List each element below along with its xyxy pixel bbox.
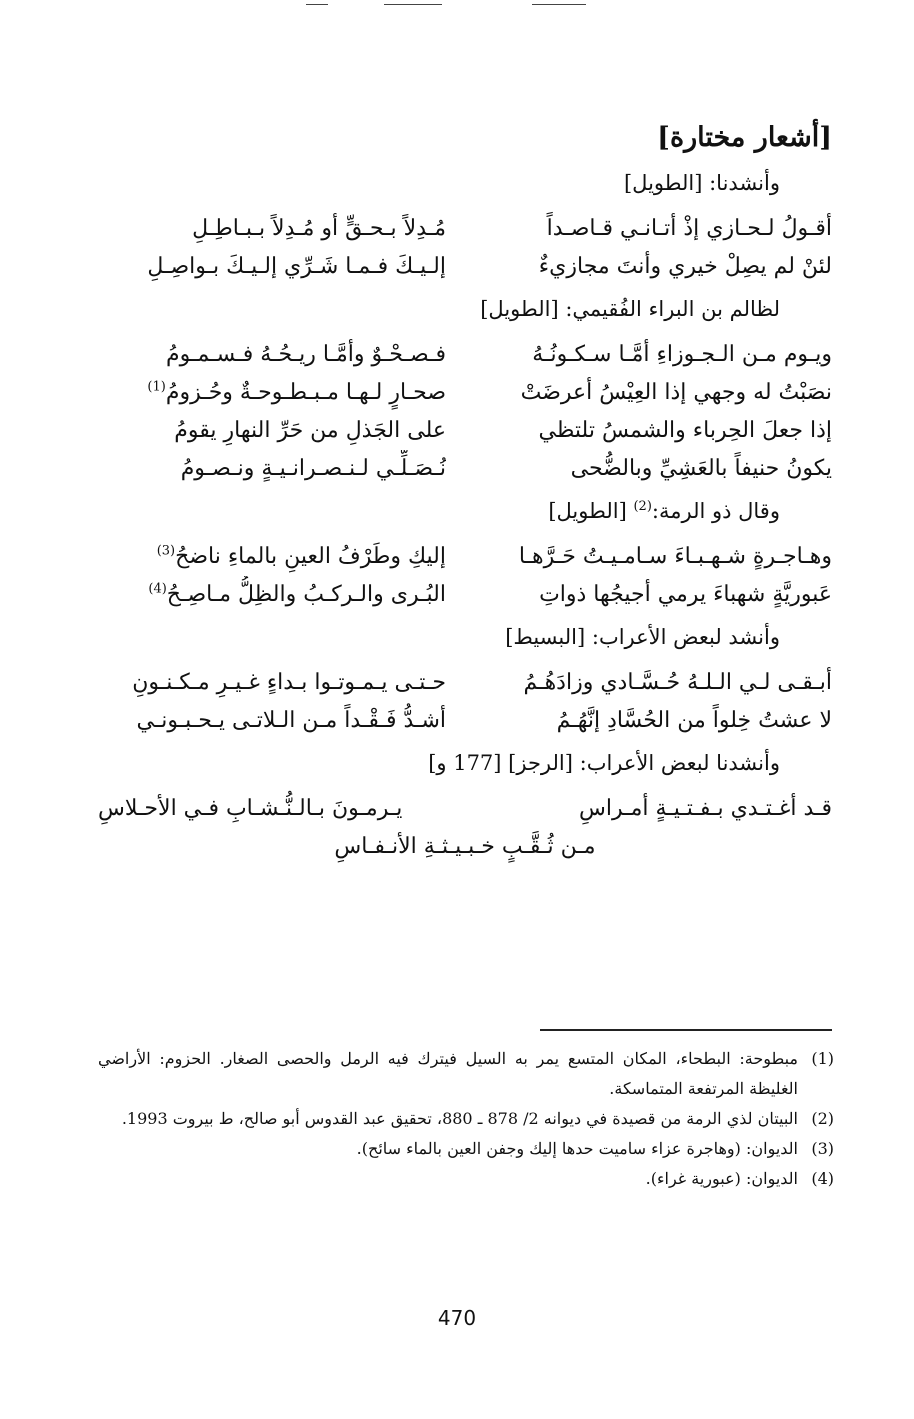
footnote-text: مبطوحة: البطحاء، المكان المتسع يمر به السيل فيترك فيه الرمل والحصى الصغار. الحزوم: الأراضي الغليظة المرتفعة المتماسكة.	[98, 1049, 799, 1098]
verse-first-hemistich: أقـولُ لـحـازي إذْ أتـانـي قـاصـداً	[546, 216, 832, 241]
footnote-text: الديوان: (عبورية غراء).	[645, 1169, 798, 1188]
verse-first-hemistich: لا عشتُ خِلواً من الحُسَّادِ إنَّهُـمُ	[556, 708, 832, 733]
poem-4	[98, 622, 832, 740]
verse-second-hemistich	[98, 538, 446, 576]
footnote-number: (1)	[811, 1049, 834, 1068]
footnote-text: الديوان: (وهاجرة عزاء ساميت حدها إليك وجفن العين بالماء سائح).	[356, 1139, 798, 1158]
top-rules	[0, 4, 914, 8]
verse-first-hemistich: ويـوم مـن الـجـوزاءِ أمَّـا سـكـونُـهُ	[532, 342, 832, 367]
verse	[98, 210, 832, 248]
footnote	[98, 1164, 834, 1194]
footnote	[98, 1044, 834, 1104]
footnote-marker[interactable]: (4)	[148, 581, 167, 597]
verse	[98, 664, 832, 702]
intro-text: وقال ذو الرمة:	[651, 499, 780, 523]
verse-second-hemistich	[98, 374, 446, 412]
verse	[98, 248, 832, 286]
footnote	[98, 1134, 834, 1164]
verse-second-hemistich: أشـدُّ فَـقْـداً مـن الـلاتـى يـحـبـونـي	[136, 708, 446, 733]
verse	[98, 412, 832, 450]
meter-label: [الطويل]	[548, 499, 627, 523]
verse-second-hemistich: إلـيـكَ فـمـا شَـرِّي إلـيـكَ بـواصِـلِ	[147, 254, 446, 279]
verse-first-hemistich: أبـقـى لـي الـلـهُ حُـسَّـادي وزادَهُـمُ	[523, 670, 832, 695]
verse-second-hemistich: فـصـحْـوٌ وأمَّـا ريـحُـهُ فـسـمـومُ	[166, 342, 446, 367]
poem-intro: وأنشد لبعض الأعراب: [البسيط]	[505, 625, 780, 649]
footnotes	[98, 1044, 834, 1194]
verse	[98, 336, 832, 374]
rajaz-second-part: يـرمـونَ بـالـنُّـشـابِ فـي الأحـلاسِ	[98, 796, 403, 821]
footnote-separator	[540, 1029, 832, 1031]
hemistich-text: صحـارٍ لـهـا مـبـطـوحـةٌ وحُـزومُ	[165, 380, 446, 405]
verse-first-hemistich: وهـاجـرةٍ شـهـبـاءَ سـامـيـتُ حَـرَّهـا	[518, 544, 832, 569]
verse	[98, 576, 832, 614]
page-body	[98, 118, 832, 874]
poem-intro: وأنشدنا: [الطويل]	[623, 171, 780, 195]
poem-3	[98, 496, 832, 614]
hemistich-text: البُـرى والـركـبُ والظِلُّ مـاصِـحُ	[166, 582, 446, 607]
footnote-number: (2)	[811, 1109, 834, 1128]
poem-1	[98, 168, 832, 286]
verse	[98, 538, 832, 576]
footnote	[98, 1104, 834, 1134]
verse-first-hemistich: نصَبْتُ له وجهي إذا العِيْسُ أعرضَتْ	[520, 380, 832, 405]
verse-first-hemistich: عَبوريَّةٍ شهباءَ يرمي أجيجُها ذواتِ	[539, 582, 832, 607]
verse-second-hemistich: مُـدِلاً بـحـقٍّ أو مُـدِلاً بـبـاطِـلِ	[192, 216, 446, 241]
verse	[98, 702, 832, 740]
footnote-number: (4)	[811, 1169, 834, 1188]
poem-intro	[98, 496, 832, 526]
hemistich-text: إليكِ وطَرْفُ العينِ بالماءِ ناضحُ	[175, 544, 446, 569]
footnote-marker[interactable]: (3)	[156, 543, 176, 559]
verse-first-hemistich: لئنْ لم يصِلْ خيري وأنتَ مجازيءٌ	[538, 254, 832, 279]
rajaz-line-centered: مـن ثُـقَّـبٍ خـبـيـثـةِ الأنـفـاسِ	[334, 834, 596, 859]
footnote-marker[interactable]: (1)	[147, 379, 166, 395]
verse-second-hemistich: حـتـى يـمـوتـوا بـداءٍ غـيـرِ مـكـنـونِ	[132, 670, 446, 695]
poem-intro: وأنشدنا لبعض الأعراب: [الرجز] [177 و]	[428, 751, 780, 775]
verse-first-hemistich: إذا جعلَ الحِرباء والشمسُ تلتظي	[538, 418, 832, 443]
page-heading: [أشعار مختارة]	[657, 122, 832, 153]
poem-intro: لظالم بن البراء الفُقيمي: [الطويل]	[480, 297, 780, 321]
verse	[98, 450, 832, 488]
poem-rajaz	[98, 748, 832, 866]
verse	[98, 374, 832, 412]
page-number: 470	[437, 1306, 477, 1330]
verse-second-hemistich	[98, 576, 446, 614]
rajaz-first-part: قـد أغـتـدي بـفـتـيـةٍ أمـراسِ	[579, 796, 832, 821]
verse-second-hemistich: على الجَذلِ من حَرِّ النهارِ يقومُ	[174, 418, 446, 443]
footnote-number: (3)	[811, 1139, 834, 1158]
verse-second-hemistich: نُـصَـلِّـي لـنـصـرانـيـةٍ ونـصـومُ	[180, 456, 446, 481]
footnote-text: البيتان لذي الرمة من قصيدة في ديوانه 2/ 878 ـ 880، تحقيق عبد القدوس أبو صالح، ط بيروت 1993.	[121, 1109, 798, 1128]
rajaz-line	[98, 790, 832, 828]
poem-2	[98, 294, 832, 488]
footnote-marker[interactable]: (2)	[633, 499, 652, 514]
verse-first-hemistich: يكونُ حنيفاً بالعَشِيِّ وبالضُّحى	[570, 456, 832, 481]
